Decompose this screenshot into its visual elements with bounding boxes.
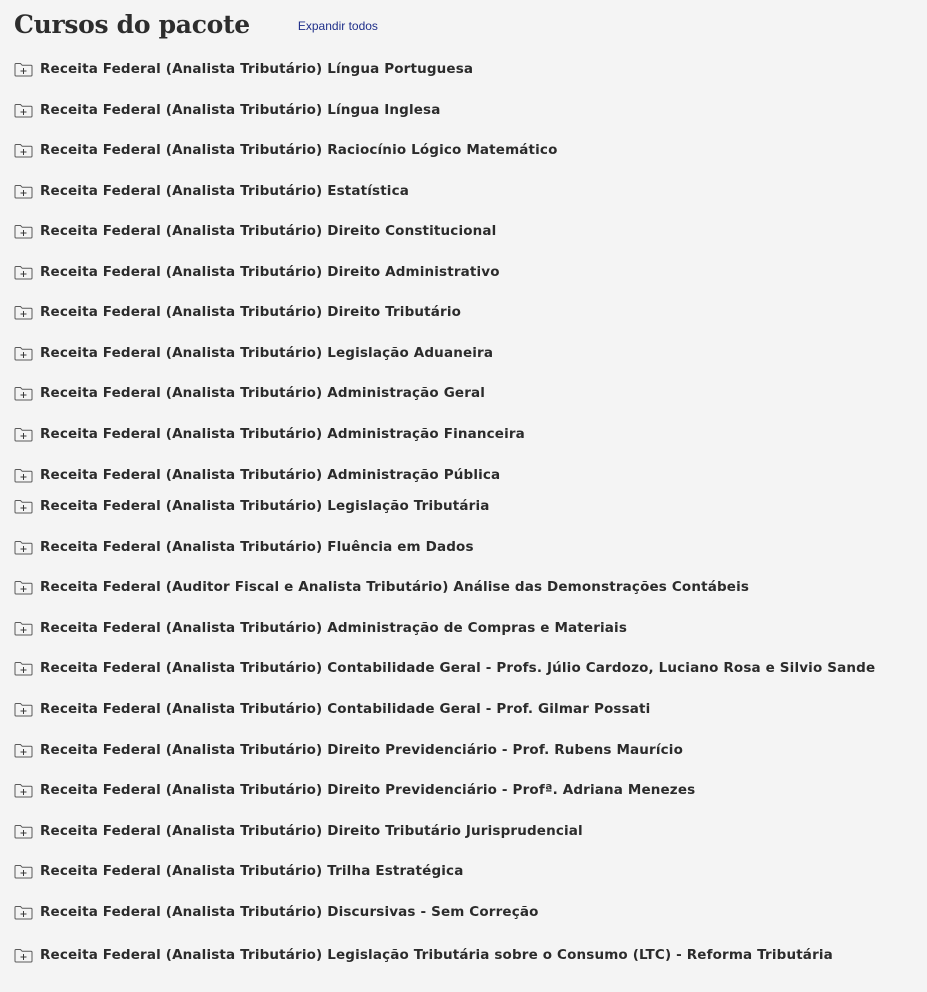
folder-plus-icon[interactable]	[14, 783, 33, 798]
course-label[interactable]: Receita Federal (Analista Tributário) Legislação Tributária sobre o Consumo (LTC) - Reforma Tributária	[40, 947, 833, 963]
course-item[interactable]	[14, 465, 500, 485]
course-label[interactable]: Receita Federal (Analista Tributário) Direito Administrativo	[40, 264, 500, 280]
course-item[interactable]	[14, 100, 440, 120]
course-item[interactable]	[14, 945, 833, 965]
folder-plus-icon[interactable]	[14, 905, 33, 920]
course-label[interactable]: Receita Federal (Analista Tributário) Legislação Tributária	[40, 498, 490, 514]
course-item[interactable]	[14, 383, 485, 403]
folder-plus-icon[interactable]	[14, 305, 33, 320]
folder-plus-icon[interactable]	[14, 743, 33, 758]
course-label[interactable]: Receita Federal (Analista Tributário) Administração Geral	[40, 385, 486, 401]
folder-plus-icon[interactable]	[14, 540, 33, 555]
course-label[interactable]: Receita Federal (Analista Tributário) Contabilidade Geral - Prof. Gilmar Possati	[40, 701, 651, 717]
course-label[interactable]: Receita Federal (Analista Tributário) Legislação Aduaneira	[40, 345, 494, 361]
folder-plus-icon[interactable]	[14, 427, 33, 442]
course-label[interactable]: Receita Federal (Analista Tributário) Direito Previdenciário - Prof. Rubens Maurício	[40, 742, 683, 758]
course-label[interactable]: Receita Federal (Auditor Fiscal e Analista Tributário) Análise das Demonstrações Contábeis	[40, 579, 750, 595]
course-item[interactable]	[14, 658, 875, 678]
course-label[interactable]: Receita Federal (Analista Tributário) Administração de Compras e Materiais	[40, 620, 628, 636]
folder-plus-icon[interactable]	[14, 864, 33, 879]
course-item[interactable]	[14, 262, 500, 282]
course-item[interactable]	[14, 618, 627, 638]
course-item[interactable]	[14, 343, 493, 363]
course-label[interactable]: Receita Federal (Analista Tributário) Direito Tributário	[40, 304, 462, 320]
expand-all-link[interactable]: Expandir todos	[297, 19, 378, 33]
folder-plus-icon[interactable]	[14, 948, 33, 963]
course-label[interactable]: Receita Federal (Analista Tributário) Língua Portuguesa	[40, 61, 474, 77]
course-item[interactable]	[14, 821, 583, 841]
page-title: Cursos do pacote	[14, 10, 250, 39]
course-label[interactable]: Receita Federal (Analista Tributário) Discursivas - Sem Correção	[40, 904, 539, 920]
course-label[interactable]: Receita Federal (Analista Tributário) Fluência em Dados	[40, 539, 474, 555]
course-item[interactable]	[14, 140, 558, 160]
course-item[interactable]	[14, 59, 473, 79]
course-item[interactable]	[14, 780, 695, 800]
folder-plus-icon[interactable]	[14, 499, 33, 514]
course-item[interactable]	[14, 181, 409, 201]
course-label[interactable]: Receita Federal (Analista Tributário) Língua Inglesa	[40, 102, 441, 118]
folder-plus-icon[interactable]	[14, 386, 33, 401]
course-label[interactable]: Receita Federal (Analista Tributário) Direito Constitucional	[40, 223, 497, 239]
course-label[interactable]: Receita Federal (Analista Tributário) Direito Tributário Jurisprudencial	[40, 823, 583, 839]
course-label[interactable]: Receita Federal (Analista Tributário) Trilha Estratégica	[40, 863, 464, 879]
folder-plus-icon[interactable]	[14, 103, 33, 118]
course-item[interactable]	[14, 537, 474, 557]
folder-plus-icon[interactable]	[14, 580, 33, 595]
course-item[interactable]	[14, 740, 683, 760]
course-item[interactable]	[14, 302, 461, 322]
folder-plus-icon[interactable]	[14, 661, 33, 676]
folder-plus-icon[interactable]	[14, 346, 33, 361]
course-label[interactable]: Receita Federal (Analista Tributário) Direito Previdenciário - Profª. Adriana Menezes	[40, 782, 696, 798]
course-label[interactable]: Receita Federal (Analista Tributário) Raciocínio Lógico Matemático	[40, 142, 558, 158]
course-item[interactable]	[14, 861, 463, 881]
folder-plus-icon[interactable]	[14, 702, 33, 717]
folder-plus-icon[interactable]	[14, 224, 33, 239]
folder-plus-icon[interactable]	[14, 62, 33, 77]
course-label[interactable]: Receita Federal (Analista Tributário) Contabilidade Geral - Profs. Júlio Cardozo, Luciano Rosa e Silvio Sande	[40, 660, 876, 676]
folder-plus-icon[interactable]	[14, 184, 33, 199]
header	[14, 8, 378, 42]
course-label[interactable]: Receita Federal (Analista Tributário) Administração Financeira	[40, 426, 525, 442]
course-item[interactable]	[14, 577, 749, 597]
course-item[interactable]	[14, 496, 490, 516]
folder-plus-icon[interactable]	[14, 265, 33, 280]
folder-plus-icon[interactable]	[14, 824, 33, 839]
folder-plus-icon[interactable]	[14, 468, 33, 483]
course-label[interactable]: Receita Federal (Analista Tributário) Estatística	[40, 183, 409, 199]
course-item[interactable]	[14, 902, 539, 922]
course-item[interactable]	[14, 699, 650, 719]
folder-plus-icon[interactable]	[14, 143, 33, 158]
folder-plus-icon[interactable]	[14, 621, 33, 636]
course-item[interactable]	[14, 424, 525, 444]
course-label[interactable]: Receita Federal (Analista Tributário) Administração Pública	[40, 467, 501, 483]
course-item[interactable]	[14, 221, 496, 241]
